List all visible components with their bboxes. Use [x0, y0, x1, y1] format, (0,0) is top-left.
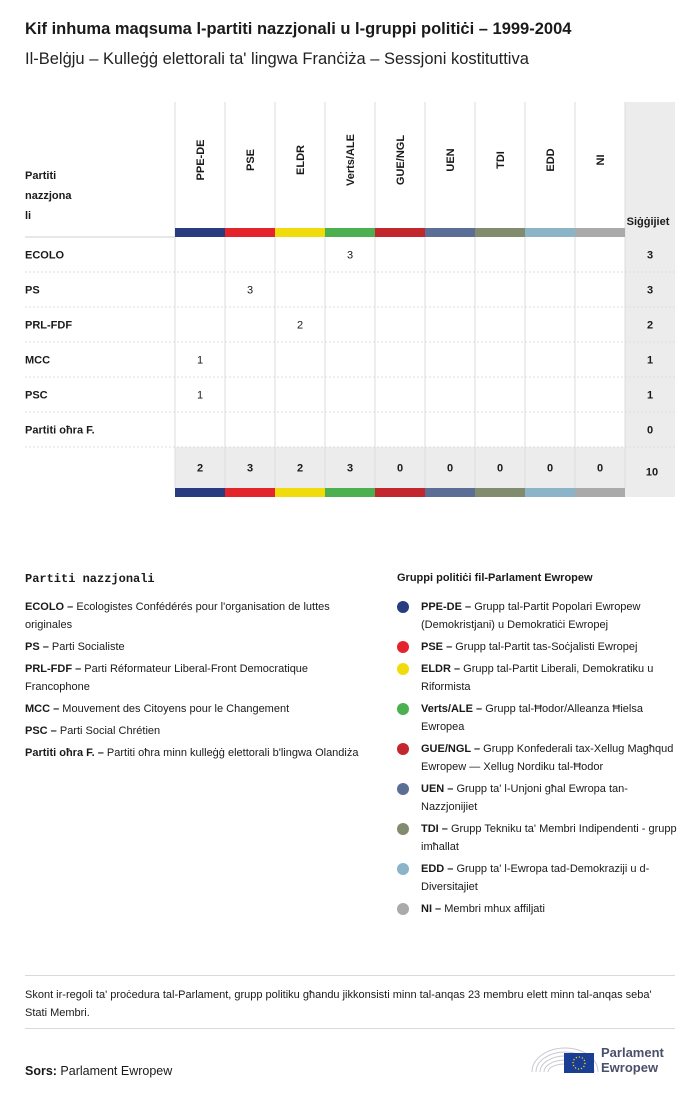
group-header-eldr: ELDR [295, 145, 307, 175]
group-color-bar [375, 228, 425, 237]
group-legend-title: Gruppi politiċi fil-Parlament Ewropew [397, 572, 593, 584]
party-legend-item [25, 700, 375, 718]
group-header-pse: PSE [245, 148, 257, 172]
group-legend-text: Grupp tal-Partit Popolari Ewropew (Demokristjani) u Demokratiċi Ewropej [421, 601, 641, 631]
group-legend-abbr: UEN – [421, 783, 454, 795]
column-total: 0 [596, 462, 604, 475]
row-header-label: Partiti [25, 170, 57, 182]
column-total: 2 [296, 462, 304, 475]
group-header-uen: UEN [445, 148, 457, 172]
group-color-bar [575, 488, 625, 497]
party-row-label: PSC [25, 389, 48, 402]
group-header-ni: NI [595, 154, 607, 166]
group-color-dot-icon [397, 663, 409, 675]
group-header-ppede: PPE-DE [195, 139, 207, 181]
page-title: Kif inhuma maqsuma l-partiti nazzjonali u l-gruppi politiċi – 1999-2004 [25, 20, 572, 38]
group-header-guengl: GUE/NGL [395, 134, 407, 186]
row-header-label: nazzjona [25, 190, 72, 202]
party-legend-abbr: PRL-FDF – [25, 663, 82, 675]
group-legend-abbr: NI – [421, 903, 442, 915]
group-legend-abbr: PSE – [421, 641, 453, 653]
group-legend-item [397, 660, 682, 696]
group-color-bar [325, 488, 375, 497]
group-legend-abbr: Verts/ALE – [421, 703, 483, 715]
group-legend-abbr: TDI – [421, 823, 448, 835]
group-legend-text: Grupp Tekniku ta' Membri Indipendenti - grupp imħallat [421, 823, 677, 853]
seat-count: 1 [196, 389, 204, 402]
page-subtitle: Il-Belġju – Kulleġġ elettorali ta' lingwa Franċiża – Sessjoni kostituttiva [25, 50, 529, 68]
group-color-bar [525, 488, 575, 497]
party-legend-abbr: MCC – [25, 703, 60, 715]
party-row-label: Partiti oħra F. [25, 424, 95, 437]
group-color-dot-icon [397, 743, 409, 755]
group-legend-item [397, 700, 682, 736]
divider [25, 1028, 675, 1029]
seat-count: 1 [196, 354, 204, 367]
group-legend-text: Grupp tal-Ħodor/Alleanza Ħielsa Ewropea [421, 703, 643, 733]
group-color-bar [225, 488, 275, 497]
party-legend-text: Partiti oħra minn kulleġġ elettorali b'lingwa Olandiża [103, 747, 359, 759]
row-total: 0 [646, 424, 654, 437]
group-legend-text: Grupp Konfederali tax-Xellug Magħqud Ewropew — Xellug Nordiku tal-Ħodor [421, 743, 674, 773]
party-legend-item [25, 722, 375, 740]
party-legend-text: Parti Réformateur Liberal-Front Democratique Francophone [25, 663, 309, 693]
group-color-bar [425, 228, 475, 237]
party-legend [25, 598, 375, 766]
group-legend-text: Grupp tal-Partit Liberali, Demokratiku u Riformista [421, 663, 654, 693]
party-row-label: MCC [25, 354, 51, 367]
group-color-bar [275, 488, 325, 497]
party-row-label: ECOLO [25, 249, 65, 262]
seat-distribution-table [0, 0, 700, 520]
group-legend-abbr: ELDR – [421, 663, 461, 675]
column-total: 0 [396, 462, 404, 475]
seat-count: 2 [296, 319, 304, 332]
group-legend-abbr: EDD – [421, 863, 454, 875]
party-legend-text: Parti Social Chrétien [56, 725, 161, 737]
party-legend-abbr: PSC – [25, 725, 57, 737]
total-header-label: Siġġijiet [626, 216, 670, 228]
group-legend-item [397, 780, 682, 816]
divider [25, 975, 675, 976]
group-color-bar [175, 488, 225, 497]
group-legend-item [397, 598, 682, 634]
grand-total: 10 [645, 466, 659, 479]
party-legend-item [25, 598, 375, 634]
group-legend-item [397, 860, 682, 896]
row-total: 1 [646, 354, 654, 367]
party-legend-abbr: Partiti oħra F. – [25, 747, 104, 759]
group-color-dot-icon [397, 703, 409, 715]
group-color-dot-icon [397, 601, 409, 613]
group-color-bar [375, 488, 425, 497]
hemicycle-flag-icon [530, 1038, 600, 1078]
group-legend-text: Grupp tal-Partit tas-Soċjalisti Ewropej [452, 641, 638, 653]
seat-count: 3 [346, 249, 354, 262]
party-row-label: PRL-FDF [25, 319, 73, 332]
party-legend-text: Parti Socialiste [48, 641, 125, 653]
group-legend-item [397, 638, 682, 656]
logo-line-1: Parlament [601, 1045, 664, 1060]
party-legend-item [25, 660, 375, 696]
seat-count: 3 [246, 284, 254, 297]
column-total: 3 [246, 462, 254, 475]
group-legend-item [397, 740, 682, 776]
source-line [25, 1064, 172, 1078]
group-color-bar [575, 228, 625, 237]
party-legend-text: Ecologistes Confédérés pour l'organisation de luttes originales [25, 601, 330, 631]
group-color-bar [325, 228, 375, 237]
logo-line-2: Ewropew [601, 1060, 659, 1075]
group-color-bar [275, 228, 325, 237]
group-legend-abbr: GUE/NGL – [421, 743, 481, 755]
party-legend-item [25, 638, 375, 656]
group-legend-text: Grupp ta' l-Unjoni għal Ewropa tan-Nazzjonijiet [421, 783, 628, 813]
group-color-dot-icon [397, 903, 409, 915]
party-legend-abbr: PS – [25, 641, 49, 653]
group-legend-item [397, 820, 682, 856]
party-legend-item [25, 744, 375, 762]
group-color-dot-icon [397, 863, 409, 875]
group-color-bar [225, 228, 275, 237]
party-legend-title: Partiti nazzjonali [25, 572, 155, 586]
group-color-bar [175, 228, 225, 237]
row-total: 3 [646, 249, 654, 262]
totals-column-bg [625, 102, 675, 497]
group-color-bar [475, 228, 525, 237]
group-color-dot-icon [397, 783, 409, 795]
row-total: 2 [646, 319, 654, 332]
group-color-dot-icon [397, 641, 409, 653]
group-legend [397, 598, 682, 922]
group-header-edd: EDD [545, 148, 557, 172]
column-total: 0 [496, 462, 504, 475]
party-row-label: PS [25, 284, 40, 297]
party-legend-text: Mouvement des Citoyens pour le Changement [59, 703, 290, 715]
group-header-vertsale: Verts/ALE [345, 134, 357, 186]
group-legend-item [397, 900, 682, 918]
column-total: 0 [546, 462, 554, 475]
row-total: 3 [646, 284, 654, 297]
group-legend-text: Membri mhux affiljati [441, 903, 545, 915]
parliament-logo [530, 1038, 680, 1078]
group-color-dot-icon [397, 823, 409, 835]
source-label: Sors: [25, 1064, 57, 1078]
group-legend-text: Grupp ta' l-Ewropa tad-Demokraziji u d-Diversitajiet [421, 863, 650, 893]
column-total: 3 [346, 462, 354, 475]
row-total: 1 [646, 389, 654, 402]
group-color-bar [525, 228, 575, 237]
group-color-bar [475, 488, 525, 497]
source-text: Parlament Ewropew [56, 1064, 173, 1078]
column-total: 0 [446, 462, 454, 475]
group-header-tdi: TDI [495, 151, 507, 169]
party-legend-abbr: ECOLO – [25, 601, 74, 613]
rules-note: Skont ir-regoli ta' proċedura tal-Parlament, grupp politiku għandu jikkonsisti minn tal-anqas 23 membru elett minn tal-anqas seba' Stati Membri. [25, 989, 652, 1019]
group-legend-abbr: PPE-DE – [421, 601, 472, 613]
column-total: 2 [196, 462, 204, 475]
row-header-label: li [25, 210, 32, 222]
group-color-bar [425, 488, 475, 497]
